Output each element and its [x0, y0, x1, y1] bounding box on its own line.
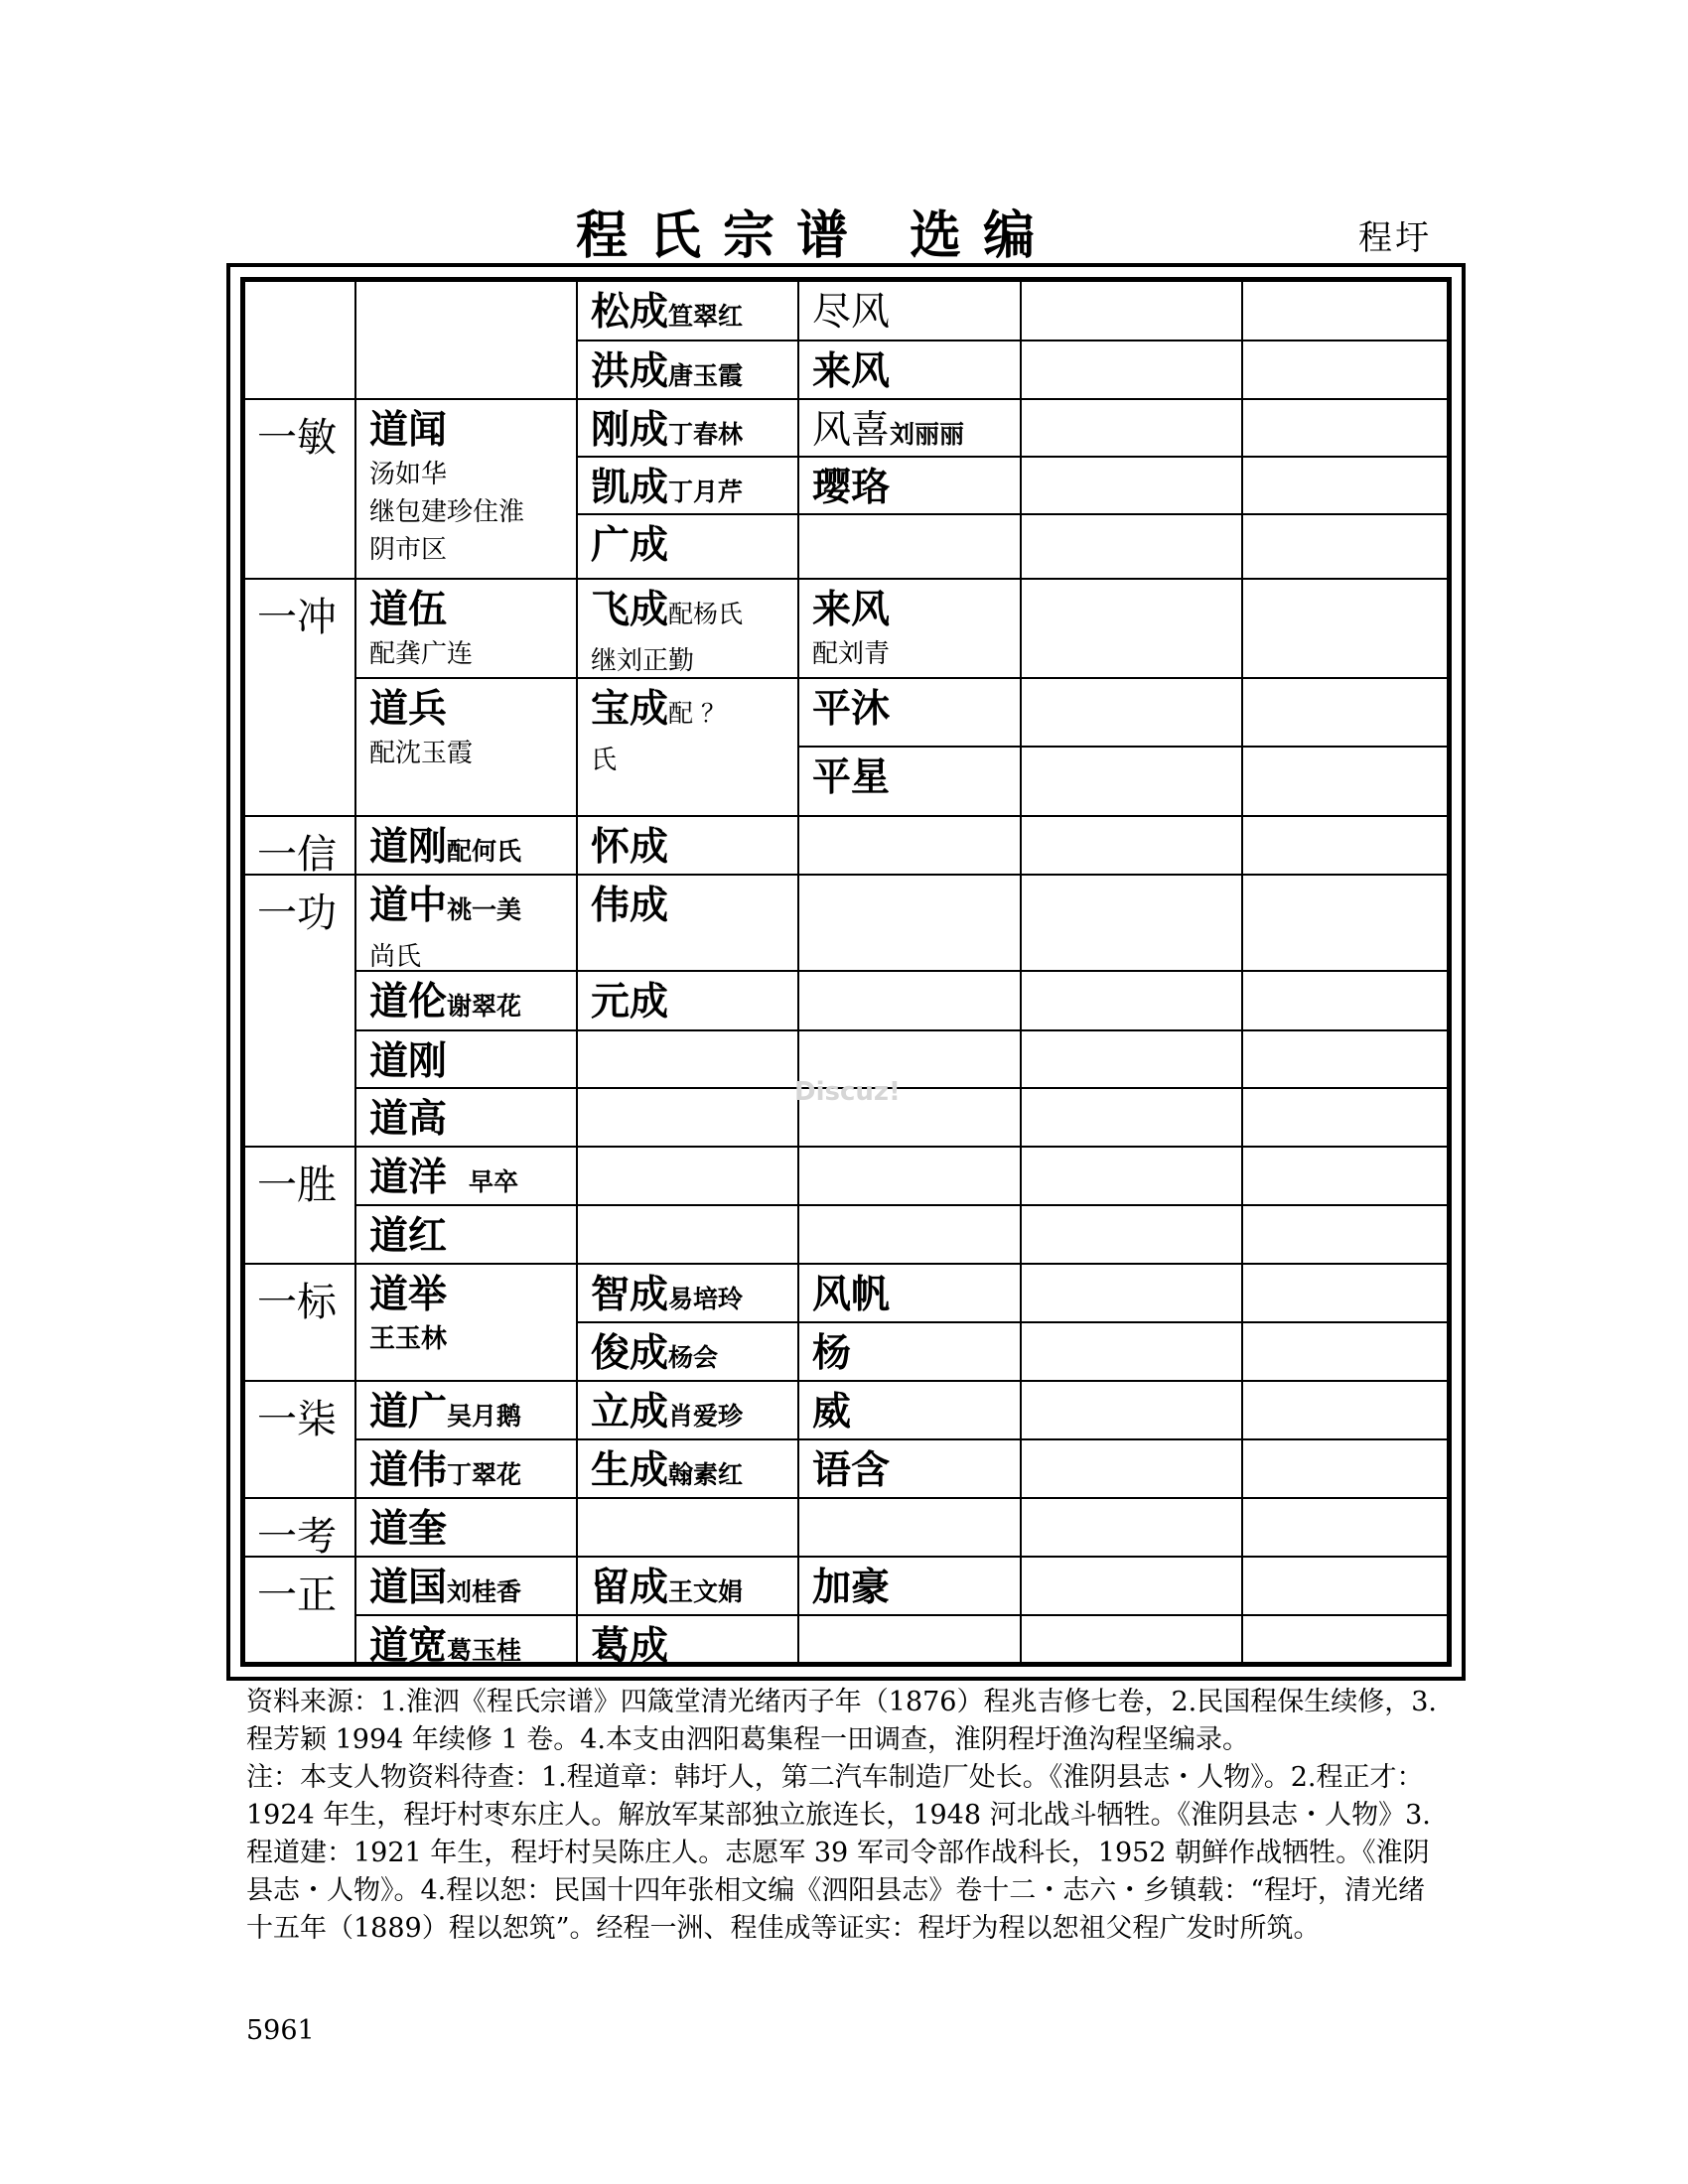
- gen-cell: 一正: [257, 1572, 337, 1618]
- person-name: 道闻: [369, 408, 448, 453]
- source-note: 资料来源：1.淮泗《程氏宗谱》四箴堂清光绪丙子年（1876）程兆吉修七卷，2.民国程保生续修，3.程芳颖 1994 年续修 1 卷。4.本支由泗阳葛集程一田调查，淮阴程圩渔沟程坚编录。: [246, 1687, 1437, 1755]
- gen-cell: 一柒: [257, 1397, 337, 1442]
- person-cell: [800, 1265, 1020, 1327]
- person-note: 汤如华: [369, 460, 448, 489]
- person-cell: [357, 1148, 576, 1210]
- gen-cell: 一标: [257, 1280, 337, 1325]
- spouse-name: 早卒: [469, 1167, 519, 1196]
- person-name: 怀成: [591, 825, 669, 870]
- person-name: 葛成: [591, 1624, 669, 1669]
- person-cell: [357, 1265, 576, 1358]
- person-name: 道刚: [369, 1039, 448, 1084]
- person-name: 道伍: [369, 588, 448, 632]
- person-cell: [357, 876, 576, 976]
- person-name: 智成: [591, 1273, 669, 1317]
- gen-cell: 一功: [257, 890, 337, 936]
- genealogy-table-frame: [226, 263, 1466, 1681]
- person-name: 威: [812, 1390, 852, 1434]
- person-cell: [579, 1558, 797, 1620]
- spouse-name: 肖爱珍: [668, 1402, 744, 1431]
- person-name: 道国: [369, 1566, 448, 1610]
- notes-section: [246, 1684, 1448, 1948]
- person-note: 配刘青: [812, 639, 891, 669]
- person-name: 俊成: [591, 1331, 669, 1376]
- person-cell: [800, 1382, 1020, 1444]
- person-name: 尽风: [812, 290, 891, 335]
- person-name: 道宽: [369, 1624, 448, 1669]
- col-divider: [797, 282, 799, 1662]
- person-note: 继包建珍住淮: [369, 497, 525, 527]
- person-cell: [357, 679, 576, 772]
- spouse-name: 吴月鹅: [447, 1402, 522, 1431]
- gen-cell: 一胜: [257, 1162, 337, 1208]
- person-cell: [579, 580, 797, 680]
- person-cell: [357, 817, 576, 880]
- watermark: Discuz!: [794, 1077, 901, 1107]
- person-name: 道高: [369, 1097, 448, 1142]
- person-cell: [800, 282, 1020, 344]
- person-cell: [579, 458, 797, 520]
- gen-cell: 一冲: [257, 595, 337, 640]
- remark-note: 注：本支人物资料待查：1.程道章：韩圩人，第二汽车制造厂处长。《淮阴县志・人物》。2.程正才：1924 年生，程圩村枣东庄人。解放军某部独立旅连长，1948 河北战斗牺牲。《淮阴县志・人物》3.程道建：1921 年生，程圩村吴陈庄人。志愿军 39 军司令部作战科长，1952 朝鲜作战牺牲。《淮阴县志・人物》。4.程以恕：民国十四年张相文编《泗阳县志》卷十二・志六・乡镇载：“程圩，清光绪十五年（1889）程以恕筑”。经程一洲、程佳成等证实：程圩为程以恕祖父程广发时所筑。: [246, 1762, 1431, 1944]
- spouse-name: 笪翠红: [668, 302, 744, 331]
- spouse-name: 王文娟: [668, 1577, 744, 1606]
- person-name: 留成: [591, 1566, 669, 1610]
- spouse-name: 配杨氏: [668, 600, 744, 628]
- spouse-name: 葛玉桂: [447, 1636, 522, 1665]
- spouse-name: 唐玉霞: [668, 361, 744, 390]
- person-cell: [579, 876, 797, 938]
- person-cell: [579, 515, 797, 578]
- page-title: 程氏宗谱 选编: [576, 206, 1057, 266]
- genealogy-table: [240, 277, 1452, 1667]
- person-name: 道举: [369, 1273, 448, 1317]
- person-name: 语含: [812, 1448, 891, 1493]
- person-name: 道广: [369, 1390, 448, 1434]
- person-cell: [579, 1440, 797, 1503]
- person-cell: [800, 748, 1020, 810]
- person-cell: [357, 1616, 576, 1679]
- person-cell: [357, 580, 576, 673]
- person-cell: [357, 400, 576, 569]
- person-note: 王玉林: [369, 1324, 448, 1354]
- person-name: 璎珞: [812, 466, 891, 510]
- person-note: 氏: [591, 746, 618, 775]
- person-cell: [579, 1323, 797, 1386]
- person-name: 来风: [812, 588, 891, 632]
- person-cell: [800, 1323, 1020, 1386]
- person-cell: [357, 1440, 576, 1503]
- person-cell: [800, 1440, 1020, 1503]
- person-note: 阴市区: [369, 535, 448, 565]
- person-cell: [579, 679, 797, 779]
- person-cell: [579, 400, 797, 463]
- person-cell: [579, 1616, 797, 1679]
- person-name: 风喜: [812, 408, 891, 453]
- spouse-name: 易培玲: [668, 1285, 744, 1313]
- person-note: 配龚广连: [369, 639, 474, 669]
- spouse-name: 杨会: [668, 1343, 719, 1372]
- page-number: 5961: [246, 2015, 315, 2046]
- person-name: 刚成: [591, 408, 669, 453]
- person-cell: [579, 817, 797, 880]
- person-name: 来风: [812, 349, 891, 394]
- place-name: 程圩: [1358, 218, 1432, 258]
- person-cell: [579, 341, 797, 404]
- person-cell: [800, 341, 1020, 404]
- person-cell: [357, 1089, 576, 1152]
- person-cell: [579, 1382, 797, 1444]
- person-cell: [800, 458, 1020, 520]
- person-cell: [800, 400, 1020, 463]
- person-name: 立成: [591, 1390, 669, 1434]
- person-name: 道伦: [369, 980, 448, 1024]
- person-cell: [357, 1382, 576, 1444]
- spouse-name: 丁月芹: [668, 478, 744, 506]
- person-cell: [357, 972, 576, 1034]
- person-cell: [357, 1031, 576, 1094]
- person-cell: [357, 1206, 576, 1269]
- person-name: 平星: [812, 755, 891, 800]
- gen-cell: 一信: [257, 832, 337, 878]
- person-name: 道奎: [369, 1507, 448, 1552]
- person-name: 广成: [591, 523, 669, 568]
- spouse-name: 刘桂香: [447, 1577, 522, 1606]
- person-name: 道洋: [369, 1156, 448, 1200]
- gen-cell: 一考: [257, 1514, 337, 1560]
- col-divider: [1241, 282, 1243, 1662]
- person-name: 平沐: [812, 687, 891, 732]
- person-name: 道红: [369, 1214, 448, 1259]
- person-name: 杨: [812, 1331, 852, 1376]
- person-name: 飞成: [591, 588, 669, 632]
- person-name: 道中: [369, 884, 448, 928]
- person-name: 伟成: [591, 884, 669, 928]
- person-cell: [579, 972, 797, 1034]
- person-name: 道伟: [369, 1448, 448, 1493]
- person-note: 尚氏: [369, 942, 422, 972]
- person-name: 道刚: [369, 825, 448, 870]
- spouse-name: 翰素红: [668, 1460, 744, 1489]
- spouse-name: 刘丽丽: [890, 420, 965, 449]
- person-name: 凯成: [591, 466, 669, 510]
- spouse-name: 谢翠花: [447, 992, 522, 1021]
- person-cell: [579, 282, 797, 344]
- spouse-name: 配 ？: [668, 699, 726, 728]
- person-cell: [800, 679, 1020, 742]
- person-note: 继刘正勤: [591, 646, 695, 676]
- person-name: 风帆: [812, 1273, 891, 1317]
- person-name: 元成: [591, 980, 669, 1024]
- person-name: 道兵: [369, 687, 448, 732]
- col-divider: [354, 282, 356, 1662]
- person-cell: [357, 1499, 576, 1562]
- person-name: 生成: [591, 1448, 669, 1493]
- person-name: 洪成: [591, 349, 669, 394]
- spouse-name: 丁春林: [668, 420, 744, 449]
- person-name: 松成: [591, 290, 669, 335]
- spouse-name: 丁翠花: [447, 1460, 522, 1489]
- col-divider: [1020, 282, 1022, 1662]
- person-note: 配沈玉霞: [369, 739, 474, 768]
- spouse-name: 配何氏: [447, 837, 522, 866]
- col-divider: [576, 282, 578, 1662]
- person-cell: [357, 1558, 576, 1620]
- spouse-name: 祧一美: [447, 895, 522, 924]
- person-name: 加豪: [812, 1566, 891, 1610]
- person-cell: [579, 1265, 797, 1327]
- person-cell: [800, 580, 1020, 673]
- person-name: 宝成: [591, 687, 669, 732]
- person-cell: [800, 1558, 1020, 1620]
- gen-cell: 一敏: [257, 415, 337, 461]
